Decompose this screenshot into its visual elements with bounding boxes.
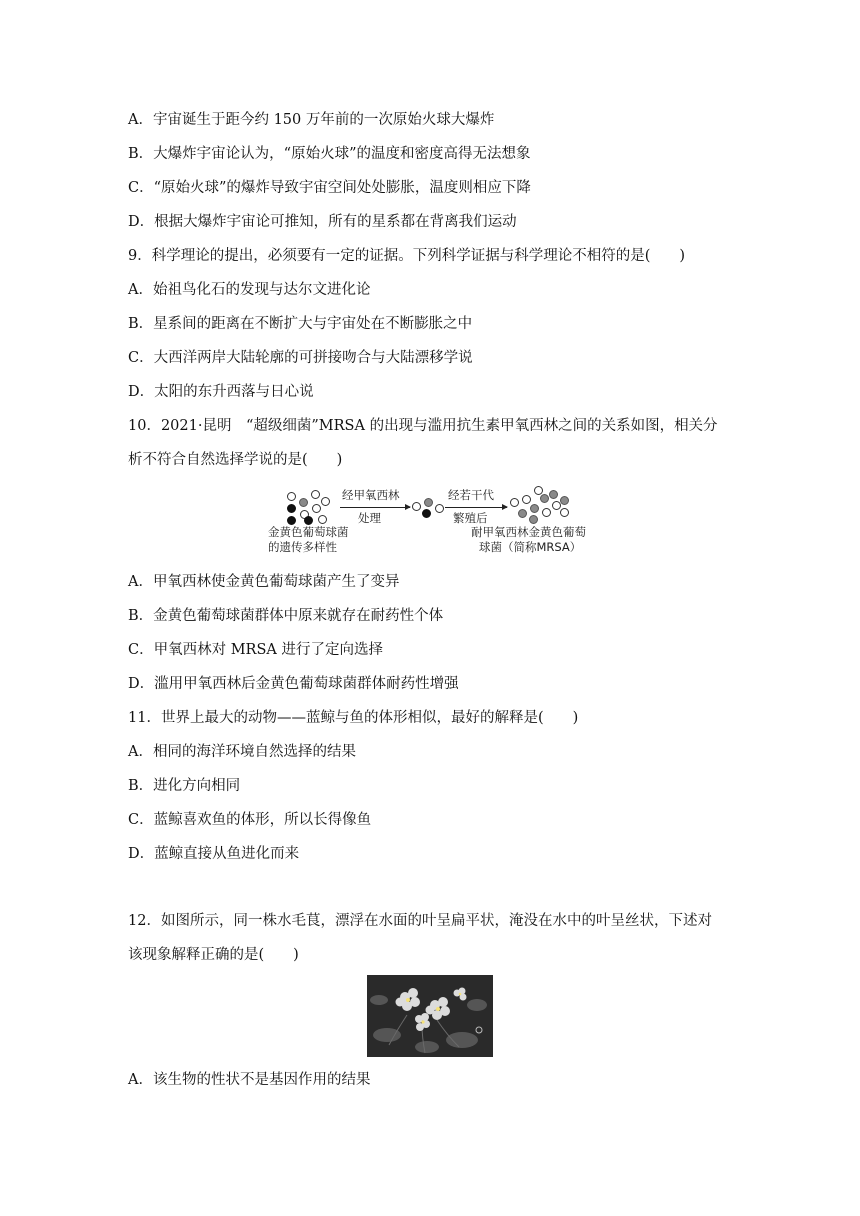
q11-option-d: D．蓝鲸直接从鱼进化而来: [128, 846, 300, 862]
right-label-line2: 球菌（简称MRSA）: [479, 540, 582, 554]
q10-option-c: C．甲氧西林对 MRSA 进行了定向选择: [128, 642, 383, 658]
q9-option-c: C．大西洋两岸大陆轮廓的可拼接吻合与大陆漂移学说: [128, 350, 473, 366]
q9-stem: 9．科学理论的提出，必须要有一定的证据。下列科学证据与科学理论不相符的是( ): [128, 248, 686, 264]
q10-option-a: A．甲氧西林使金黄色葡萄球菌产生了变异: [128, 574, 400, 590]
left-label-line2: 的遗传多样性: [268, 540, 337, 554]
arrow-generations: [445, 507, 507, 508]
q11-stem: 11．世界上最大的动物——蓝鲸与鱼的体形相似，最好的解释是( ): [128, 710, 579, 726]
mrsa-figure: [260, 484, 605, 558]
q11-option-b: B．进化方向相同: [128, 778, 241, 794]
q10-option-d: D．滥用甲氧西林后金黄色葡萄球菌群体耐药性增强: [128, 676, 459, 692]
q8-option-d: D．根据大爆炸宇宙论可推知，所有的星系都在背离我们运动: [128, 214, 517, 230]
q11-option-a: A．相同的海洋环境自然选择的结果: [128, 744, 356, 760]
q9-option-b: B．星系间的距离在不断扩大与宇宙处在不断膨胀之中: [128, 316, 473, 332]
arrow2-top-label: 经若干代: [448, 488, 494, 502]
flower-image: [367, 975, 493, 1057]
q12-option-a: A．该生物的性状不是基因作用的结果: [128, 1072, 371, 1088]
q11-option-c: C．蓝鲸喜欢鱼的体形，所以长得像鱼: [128, 812, 372, 828]
q12-stem-line2: 该现象解释正确的是( ): [128, 947, 299, 963]
q10-stem-line2: 析不符合自然选择学说的是( ): [128, 452, 343, 468]
q12-stem-line1: 12．如图所示，同一株水毛茛，漂浮在水面的叶呈扁平状，淹没在水中的叶呈丝状，下述对: [128, 913, 712, 929]
right-label-line1: 耐甲氧西林金黄色葡萄: [471, 525, 586, 539]
q8-option-a: A．宇宙诞生于距今约 150 万年前的一次原始火球大爆炸: [128, 112, 495, 128]
arrow2-bottom-label: 繁殖后: [453, 511, 488, 525]
q10-option-b: B．金黄色葡萄球菌群体中原来就存在耐药性个体: [128, 608, 444, 624]
q9-option-d: D．太阳的东升西落与日心说: [128, 384, 314, 400]
q8-option-b: B．大爆炸宇宙论认为，“原始火球”的温度和密度高得无法想象: [128, 146, 531, 162]
q8-option-c: C．“原始火球”的爆炸导致宇宙空间处处膨胀，温度则相应下降: [128, 180, 531, 196]
water-buttercup-photo: [367, 975, 493, 1057]
q9-option-a: A．始祖鸟化石的发现与达尔文进化论: [128, 282, 371, 298]
left-label-line1: 金黄色葡萄球菌: [268, 525, 349, 539]
arrow1-bottom-label: 处理: [358, 511, 381, 525]
arrow-treatment: [340, 507, 410, 508]
q10-stem-line1: 10．2021·昆明 “超级细菌”MRSA 的出现与滥用抗生素甲氧西林之间的关系如图，相关分: [128, 418, 718, 434]
arrow1-top-label: 经甲氧西林: [342, 488, 400, 502]
